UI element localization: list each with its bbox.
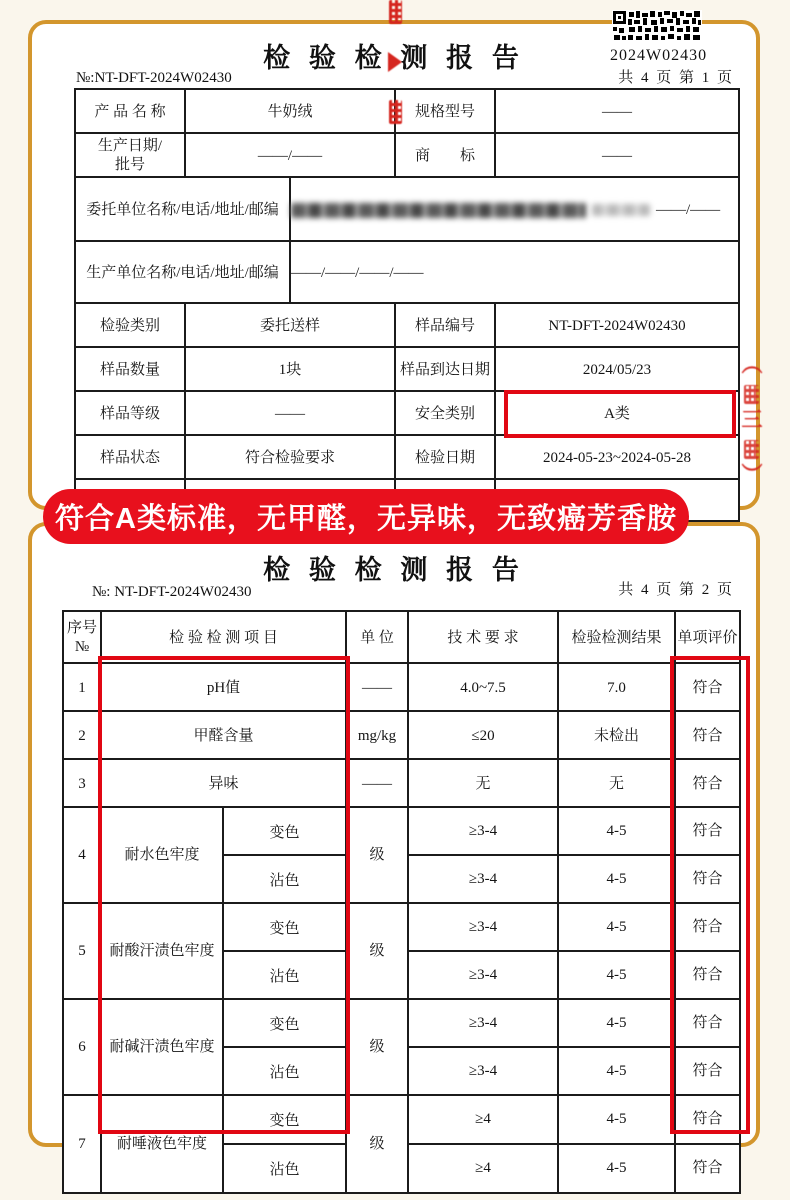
label-line: 批号 (114, 157, 145, 173)
report-number: №:NT-DFT-2024W02430 (76, 70, 232, 86)
cell-evaluation: 符合 (692, 966, 723, 983)
cell-value: 符合检验要求 (186, 436, 396, 480)
sub-row (409, 1145, 739, 1192)
cell-value: ——/—— (186, 134, 396, 178)
table-row (76, 178, 738, 242)
cell-requirement: ≥3-4 (409, 808, 559, 854)
sub-row (409, 1096, 739, 1145)
cell-label: 检验类别 (76, 304, 186, 348)
compliance-banner (43, 489, 689, 544)
sub-rows (409, 1000, 739, 1094)
cell-requirement: ≥3-4 (409, 1048, 559, 1094)
test-row (64, 664, 739, 712)
cell-unit: mg/kg (347, 712, 409, 760)
cell-result: 4-5 (559, 952, 676, 998)
value-tail: ——/—— (656, 201, 721, 218)
cell-sub-item: 变色 (224, 1096, 345, 1145)
cell-evaluation: 符合 (692, 1160, 723, 1177)
header-line: 序号 (66, 620, 97, 637)
header-unit: 单 位 (347, 612, 409, 664)
seal-glyph-blob (744, 440, 759, 459)
cell-label: 委托单位名称/电话/地址/邮编 (76, 178, 291, 242)
cell-unit: —— (347, 664, 409, 712)
cell-group-item: 耐酸汗渍色牢度 (102, 904, 224, 998)
cell-evaluation: 符合 (692, 918, 723, 935)
seal-bracket: ） (739, 463, 763, 491)
table-row (76, 348, 738, 392)
cell-value: —— (602, 147, 632, 164)
test-row (64, 712, 739, 760)
safety-class-value: A类 (604, 405, 630, 422)
cell-evaluation: 符合 (692, 727, 723, 744)
cell-label (76, 134, 186, 178)
report-page-2 (28, 522, 760, 1178)
seal-char: 三 (739, 408, 763, 436)
sub-item-column (224, 904, 347, 998)
cell-sub-item: 沾色 (269, 872, 300, 889)
table-header-row (64, 612, 739, 664)
sub-row (409, 808, 739, 856)
cell-result: 4-5 (559, 1096, 676, 1143)
cell-unit: 级 (347, 904, 409, 998)
header-requirement: 技 术 要 求 (409, 612, 559, 664)
cell-requirement: 4.0~7.5 (409, 664, 559, 712)
table-row (76, 134, 738, 178)
cell-sub-item: 变色 (224, 1000, 345, 1048)
sub-row (409, 952, 739, 998)
sub-item-column (224, 1096, 347, 1192)
cell-result: 4-5 (559, 904, 676, 950)
test-group-row (64, 1096, 739, 1192)
cell-sub-item: 沾色 (269, 1064, 300, 1081)
cell-label: 生产单位名称/电话/地址/邮编 (76, 242, 291, 304)
cell-sub-item: 沾色 (269, 968, 300, 985)
qr-code-icon (612, 10, 702, 42)
cell-no: 1 (64, 664, 102, 712)
cell-value: —— (186, 392, 396, 436)
header-line: № (74, 639, 90, 655)
cell-evaluation: 符合 (692, 870, 723, 887)
cell-result: 7.0 (559, 664, 676, 712)
cell-label: 规格型号 (396, 90, 496, 134)
page-title: 检 验 检 测 报 告 (263, 43, 525, 73)
redacted-text-blur (291, 203, 586, 218)
cell-label: 样品状态 (76, 436, 186, 480)
cell-group-item: 耐碱汗渍色牢度 (102, 1000, 224, 1094)
table-row (76, 436, 738, 480)
cell-unit: —— (347, 760, 409, 808)
qr-code (610, 10, 708, 64)
seal-glyph-blob (744, 385, 759, 404)
cell-evaluation: 符合 (692, 1111, 723, 1128)
cell-value: ——/——/——/—— (291, 264, 424, 281)
header-item: 检 验 检 测 项 目 (102, 612, 347, 664)
test-group-row (64, 1000, 739, 1096)
cell-label: 安全类别 (396, 392, 496, 436)
seal-chevron (388, 52, 402, 72)
table-row (76, 392, 738, 436)
cell-group-item: 耐水色牢度 (102, 808, 224, 902)
cell-requirement: ≥3-4 (409, 904, 559, 950)
cell-value: NT-DFT-2024W02430 (548, 317, 686, 334)
report-number: №: NT-DFT-2024W02430 (92, 584, 252, 600)
cell-sub-item: 沾色 (269, 1162, 300, 1178)
cell-requirement: ≥4 (409, 1096, 559, 1143)
sub-rows (409, 1096, 739, 1192)
page-indicator: 共 4 页 第 2 页 (618, 582, 734, 598)
cell-sub-item: 变色 (224, 904, 345, 952)
cell-no: 7 (64, 1096, 102, 1192)
sub-row (409, 904, 739, 952)
header-result: 检验检测结果 (559, 612, 676, 664)
cell-value: 委托送样 (186, 304, 396, 348)
sub-row (409, 856, 739, 902)
cell-item: 异味 (102, 760, 347, 808)
header-no (64, 612, 102, 664)
sub-rows (409, 904, 739, 998)
cell-evaluation: 符合 (692, 822, 723, 839)
cell-evaluation: 符合 (692, 1062, 723, 1079)
cell-result: 4-5 (559, 856, 676, 902)
cell-item: 甲醛含量 (102, 712, 347, 760)
cell-no: 5 (64, 904, 102, 998)
cell-result: 4-5 (559, 808, 676, 854)
test-row (64, 760, 739, 808)
cell-value: 2024-05-23~2024-05-28 (542, 449, 692, 466)
cell-label: 样品到达日期 (396, 348, 496, 392)
header-evaluation: 单项评价 (677, 629, 738, 646)
red-seal-fragment (736, 352, 766, 492)
sub-item-column (224, 808, 347, 902)
cell-sub-item: 变色 (224, 808, 345, 856)
qr-code-label: 2024W02430 (610, 47, 708, 64)
cell-result: 4-5 (559, 1000, 676, 1046)
cell-unit: 级 (347, 808, 409, 902)
cell-requirement: ≥3-4 (409, 952, 559, 998)
cell-label: 样品编号 (396, 304, 496, 348)
seal-bracket: （ (739, 353, 763, 381)
cell-value: 牛奶绒 (186, 90, 396, 134)
cell-requirement: 无 (409, 760, 559, 808)
cell-value: 2024/05/23 (582, 361, 652, 378)
sample-info-table (74, 88, 740, 522)
cell-requirement: ≥3-4 (409, 1000, 559, 1046)
cell-label: 产 品 名 称 (76, 90, 186, 134)
cell-value: 1块 (186, 348, 396, 392)
table-row (76, 242, 738, 304)
page-title: 检 验 检 测 报 告 (263, 555, 525, 585)
sub-rows (409, 808, 739, 902)
seal-glyph-blob (389, 0, 402, 24)
cell-item: pH值 (102, 664, 347, 712)
cell-result: 未检出 (559, 712, 676, 760)
compliance-banner-text: 符合A类标准，无甲醛，无异味，无致癌芳香胺 (55, 503, 677, 535)
cell-no: 4 (64, 808, 102, 902)
test-group-row (64, 904, 739, 1000)
table-row (76, 304, 738, 348)
sub-row (409, 1000, 739, 1048)
cell-group-item: 耐唾液色牢度 (102, 1096, 224, 1192)
cell-requirement: ≥4 (409, 1145, 559, 1192)
cell-evaluation: 符合 (692, 1014, 723, 1031)
report-page-1 (28, 20, 760, 510)
cell-result: 4-5 (559, 1145, 676, 1192)
redacted-text-blur (592, 204, 650, 216)
cell-no: 3 (64, 760, 102, 808)
cell-result: 4-5 (559, 1048, 676, 1094)
cell-result: 无 (559, 760, 676, 808)
cell-no: 6 (64, 1000, 102, 1094)
cell-label: 样品数量 (76, 348, 186, 392)
cell-requirement: ≤20 (409, 712, 559, 760)
page-indicator: 共 4 页 第 1 页 (618, 70, 734, 86)
sub-row (409, 1048, 739, 1094)
cell-label: 检验日期 (396, 436, 496, 480)
label-line: 生产日期/ (97, 138, 163, 155)
cell-label: 样品等级 (76, 392, 186, 436)
cell-evaluation: 符合 (692, 775, 723, 792)
cell-unit: 级 (347, 1096, 409, 1192)
test-group-row (64, 808, 739, 904)
cell-value: —— (602, 103, 632, 120)
cell-value (291, 178, 738, 242)
cell-unit: 级 (347, 1000, 409, 1094)
cell-no: 2 (64, 712, 102, 760)
cell-evaluation: 符合 (692, 679, 723, 696)
cell-requirement: ≥3-4 (409, 856, 559, 902)
sub-item-column (224, 1000, 347, 1094)
seal-glyph-blob (389, 100, 402, 124)
safety-class-cell (496, 392, 738, 436)
cell-label: 商 标 (396, 134, 496, 178)
test-results-table (62, 610, 741, 1194)
table-row (76, 90, 738, 134)
